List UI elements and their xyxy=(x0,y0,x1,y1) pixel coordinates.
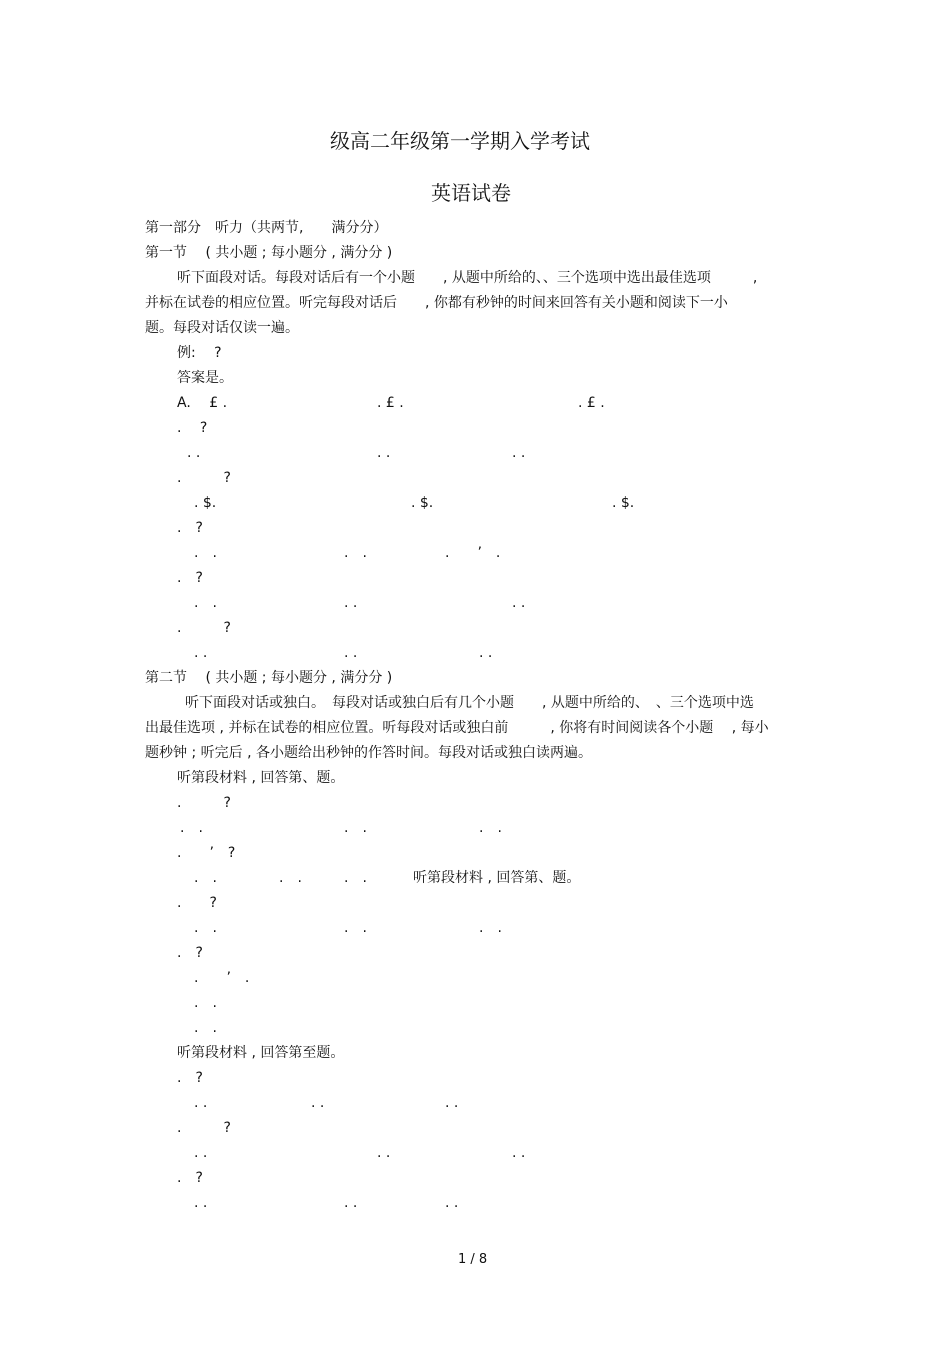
section2-instruction: 题秒钟 ; 听完后 , 各小题给出秒钟的作答时间。每段对话或独白读两遍。 xyxy=(145,745,592,761)
option-b: . . xyxy=(377,1145,391,1161)
option-a: . . xyxy=(194,595,217,611)
question-stem: . ? xyxy=(177,1170,203,1186)
question-stem: . ? xyxy=(177,1070,203,1086)
example-answer: 答案是。 xyxy=(177,370,233,386)
option-b: . . xyxy=(344,1195,358,1211)
option-b: . . xyxy=(279,870,302,886)
option-c: . . xyxy=(344,870,367,886)
page-subtitle: 英语试卷 xyxy=(431,181,511,205)
section2-instruction: 出最佳选项 , 并标在试卷的相应位置。听每段对话或独白前 , 你将有时间阅读各个小题 , 每小 xyxy=(145,720,769,736)
part-heading: 第一部分 听力（共两节, 满分分） xyxy=(145,220,388,236)
question-stem: . ? xyxy=(177,945,203,961)
option-a: . . xyxy=(194,1145,208,1161)
question-stem: . ? xyxy=(177,1120,231,1136)
option-a: . . xyxy=(194,870,217,886)
option-b: . . xyxy=(311,1095,325,1111)
option-a: . . xyxy=(194,645,208,661)
option-b: . . xyxy=(344,820,367,836)
option-a: . . xyxy=(194,1095,208,1111)
option-a: . ’ . xyxy=(194,970,250,986)
option-c: . £ . xyxy=(578,395,605,411)
question-stem: . ? xyxy=(177,570,203,586)
question-stem: . ’ ? xyxy=(177,845,236,861)
option-b: . . xyxy=(377,445,391,461)
page-title: 级高二年级第一学期入学考试 xyxy=(330,129,590,153)
option-b: . . xyxy=(344,545,367,561)
option-c: . . xyxy=(194,1020,217,1036)
material-heading: 听第段材料 , 回答第、题。 xyxy=(177,770,345,786)
option-b: . . xyxy=(344,920,367,936)
option-b: . . xyxy=(194,995,217,1011)
option-a: . $. xyxy=(194,495,217,511)
option-c: . . xyxy=(445,1095,459,1111)
section1-instruction: 并标在试卷的相应位置。听完每段对话后 , 你都有秒钟的时间来回答有关小题和阅读下一小 xyxy=(145,295,728,311)
question-stem: . ? xyxy=(177,520,203,536)
material-heading: 听第段材料 , 回答第、题。 xyxy=(413,870,581,886)
page-number: 1 / 8 xyxy=(458,1252,488,1267)
question-stem: . ? xyxy=(177,895,217,911)
option-c: . . xyxy=(445,1195,459,1211)
example-question: 例: ? xyxy=(177,345,222,361)
option-c: . . xyxy=(479,820,502,836)
option-a: . . xyxy=(194,545,217,561)
material-heading: 听第段材料 , 回答第至题。 xyxy=(177,1045,345,1061)
option-c: . $. xyxy=(612,495,635,511)
option-c: . . xyxy=(512,445,526,461)
option-c: . . xyxy=(512,1145,526,1161)
section1-heading: 第一节 ( 共小题 ; 每小题分 , 满分分 ) xyxy=(145,245,393,261)
option-b: . . xyxy=(344,595,358,611)
option-c: . . xyxy=(479,920,502,936)
option-a: . . xyxy=(194,920,217,936)
option-b: . $. xyxy=(411,495,434,511)
question-stem: . ? xyxy=(177,795,231,811)
option-a: . . xyxy=(180,820,203,836)
option-a: A. £ . xyxy=(177,395,228,411)
option-c: . . xyxy=(512,595,526,611)
option-c: . . xyxy=(479,645,493,661)
option-b: . . xyxy=(344,645,358,661)
section1-instruction: 听下面段对话。每段对话后有一个小题 , 从题中所给的、、三个选项中选出最佳选项 , xyxy=(177,270,758,286)
option-b: . £ . xyxy=(377,395,404,411)
section1-instruction: 题。每段对话仅读一遍。 xyxy=(145,320,299,336)
option-a: . . xyxy=(194,1195,208,1211)
option-a: . . xyxy=(187,445,201,461)
question-stem: . ? xyxy=(177,620,231,636)
question-stem: . ? xyxy=(177,470,231,486)
section2-instruction: 听下面段对话或独白。 每段对话或独白后有几个小题 , 从题中所给的、 、三个选项中选 xyxy=(185,695,754,711)
option-c: . ’ . xyxy=(445,545,501,561)
question-stem: . ? xyxy=(177,420,208,436)
section2-heading: 第二节 ( 共小题 ; 每小题分 , 满分分 ) xyxy=(145,670,393,686)
